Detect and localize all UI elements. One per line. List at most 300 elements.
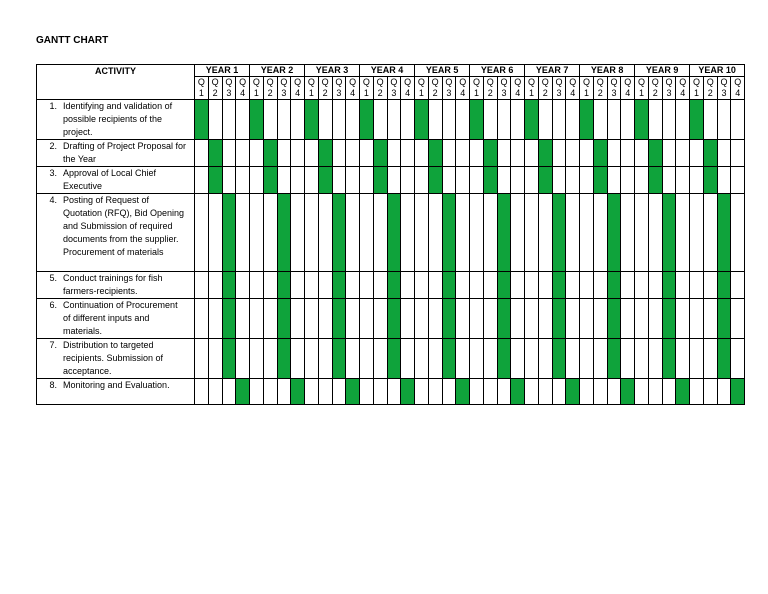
- quarter-prefix: Q: [239, 77, 247, 87]
- gantt-cell: [690, 339, 704, 379]
- gantt-cell: [195, 167, 209, 194]
- gantt-cell: [195, 194, 209, 272]
- gantt-bar: [208, 140, 222, 167]
- gantt-cell: [676, 140, 690, 167]
- activity-row: [37, 194, 745, 272]
- gantt-bar: [717, 194, 731, 272]
- gantt-cell: [580, 167, 594, 194]
- gantt-cell: [580, 140, 594, 167]
- quarter-header: [621, 77, 635, 100]
- quarter-prefix: Q: [514, 77, 522, 87]
- gantt-cell: [263, 299, 277, 339]
- gantt-cell: [387, 100, 401, 140]
- gantt-cell: [318, 339, 332, 379]
- gantt-cell: [373, 272, 387, 299]
- gantt-cell: [208, 272, 222, 299]
- gantt-bar: [497, 194, 511, 272]
- gantt-bar: [428, 167, 442, 194]
- activity-cell: [37, 140, 195, 167]
- quarter-prefix: Q: [417, 77, 425, 87]
- quarter-header: [483, 77, 497, 100]
- gantt-cell: [511, 299, 525, 339]
- gantt-bar: [442, 194, 456, 272]
- quarter-prefix: Q: [211, 77, 219, 87]
- quarter-prefix: Q: [252, 77, 260, 87]
- gantt-cell: [318, 100, 332, 140]
- gantt-bar: [607, 272, 621, 299]
- gantt-cell: [470, 140, 484, 167]
- year-header: YEAR 5: [415, 65, 470, 77]
- gantt-bar: [222, 272, 236, 299]
- quarter-header: [566, 77, 580, 100]
- gantt-cell: [442, 100, 456, 140]
- quarter-header: [373, 77, 387, 100]
- gantt-cell: [263, 339, 277, 379]
- gantt-cell: [703, 100, 717, 140]
- gantt-cell: [497, 167, 511, 194]
- gantt-cell: [511, 100, 525, 140]
- gantt-cell: [401, 299, 415, 339]
- quarter-header: [662, 77, 676, 100]
- quarter-header: [250, 77, 264, 100]
- quarter-prefix: Q: [349, 77, 357, 87]
- gantt-cell: [511, 194, 525, 272]
- activity-number: 4.: [49, 195, 57, 205]
- quarter-number: 2: [267, 88, 273, 98]
- activity-row: [37, 339, 745, 379]
- gantt-cell: [511, 140, 525, 167]
- gantt-cell: [731, 167, 745, 194]
- gantt-cell: [621, 339, 635, 379]
- gantt-cell: [690, 167, 704, 194]
- quarter-header: [511, 77, 525, 100]
- gantt-cell: [690, 299, 704, 339]
- activity-header: ACTIVITY: [37, 65, 195, 100]
- gantt-cell: [291, 140, 305, 167]
- gantt-cell: [387, 167, 401, 194]
- gantt-cell: [731, 140, 745, 167]
- quarter-number: 4: [460, 88, 466, 98]
- gantt-cell: [401, 339, 415, 379]
- gantt-cell: [552, 379, 566, 405]
- gantt-cell: [511, 339, 525, 379]
- activity-cell: [37, 272, 195, 299]
- quarter-number: 4: [680, 88, 686, 98]
- gantt-cell: [621, 272, 635, 299]
- gantt-bar: [635, 100, 649, 140]
- gantt-cell: [360, 299, 374, 339]
- quarter-header: [497, 77, 511, 100]
- gantt-cell: [483, 100, 497, 140]
- gantt-cell: [497, 379, 511, 405]
- quarter-number: 3: [226, 88, 232, 98]
- gantt-cell: [566, 272, 580, 299]
- quarter-header: [387, 77, 401, 100]
- quarter-prefix: Q: [693, 77, 701, 87]
- gantt-cell: [703, 299, 717, 339]
- quarter-number: 3: [611, 88, 617, 98]
- gantt-cell: [305, 194, 319, 272]
- gantt-cell: [552, 100, 566, 140]
- gantt-bar: [731, 379, 745, 405]
- gantt-cell: [360, 140, 374, 167]
- gantt-cell: [483, 272, 497, 299]
- gantt-cell: [250, 272, 264, 299]
- gantt-bar: [552, 299, 566, 339]
- gantt-cell: [236, 167, 250, 194]
- quarter-prefix: Q: [596, 77, 604, 87]
- gantt-bar: [222, 194, 236, 272]
- gantt-bar: [717, 299, 731, 339]
- gantt-cell: [428, 299, 442, 339]
- gantt-bar: [263, 140, 277, 167]
- gantt-cell: [470, 299, 484, 339]
- gantt-cell: [648, 194, 662, 272]
- quarter-header: [291, 77, 305, 100]
- gantt-cell: [456, 339, 470, 379]
- gantt-bar: [401, 379, 415, 405]
- quarter-header: [635, 77, 649, 100]
- gantt-bar: [648, 140, 662, 167]
- quarter-header: [525, 77, 539, 100]
- gantt-bar: [566, 379, 580, 405]
- gantt-cell: [470, 379, 484, 405]
- gantt-cell: [360, 167, 374, 194]
- quarter-header: [415, 77, 429, 100]
- gantt-bar: [373, 140, 387, 167]
- gantt-cell: [305, 272, 319, 299]
- gantt-cell: [195, 299, 209, 339]
- gantt-cell: [346, 100, 360, 140]
- quarter-number: 4: [570, 88, 576, 98]
- gantt-cell: [538, 339, 552, 379]
- gantt-cell: [442, 167, 456, 194]
- gantt-cell: [305, 167, 319, 194]
- gantt-bar: [483, 140, 497, 167]
- gantt-bar: [717, 339, 731, 379]
- gantt-bar: [236, 379, 250, 405]
- year-header-row: [37, 65, 745, 77]
- gantt-cell: [497, 140, 511, 167]
- gantt-bar: [470, 100, 484, 140]
- gantt-cell: [373, 379, 387, 405]
- gantt-bar: [442, 299, 456, 339]
- gantt-cell: [346, 194, 360, 272]
- year-header: YEAR 4: [360, 65, 415, 77]
- gantt-bar: [277, 339, 291, 379]
- gantt-cell: [690, 272, 704, 299]
- gantt-cell: [387, 379, 401, 405]
- gantt-cell: [635, 339, 649, 379]
- gantt-cell: [195, 339, 209, 379]
- quarter-header: [401, 77, 415, 100]
- gantt-cell: [195, 140, 209, 167]
- gantt-bar: [442, 272, 456, 299]
- year-header: YEAR 8: [580, 65, 635, 77]
- gantt-bar: [676, 379, 690, 405]
- gantt-cell: [635, 272, 649, 299]
- quarter-prefix: Q: [294, 77, 302, 87]
- quarter-prefix: Q: [541, 77, 549, 87]
- gantt-cell: [332, 167, 346, 194]
- activity-number: 7.: [49, 340, 57, 350]
- gantt-cell: [250, 379, 264, 405]
- gantt-bar: [346, 379, 360, 405]
- quarter-prefix: Q: [555, 77, 563, 87]
- gantt-cell: [662, 379, 676, 405]
- gantt-cell: [332, 379, 346, 405]
- gantt-cell: [690, 379, 704, 405]
- gantt-bar: [305, 100, 319, 140]
- gantt-cell: [387, 140, 401, 167]
- gantt-bar: [442, 339, 456, 379]
- activity-row: [37, 167, 745, 194]
- gantt-cell: [703, 379, 717, 405]
- gantt-bar: [208, 167, 222, 194]
- gantt-bar: [222, 339, 236, 379]
- gantt-cell: [593, 272, 607, 299]
- gantt-cell: [291, 272, 305, 299]
- gantt-cell: [346, 272, 360, 299]
- quarter-prefix: Q: [280, 77, 288, 87]
- gantt-cell: [580, 194, 594, 272]
- gantt-cell: [593, 339, 607, 379]
- gantt-cell: [690, 194, 704, 272]
- activity-number: 2.: [49, 141, 57, 151]
- gantt-cell: [525, 140, 539, 167]
- quarter-prefix: Q: [362, 77, 370, 87]
- gantt-cell: [703, 194, 717, 272]
- quarter-header: [305, 77, 319, 100]
- gantt-cell: [566, 194, 580, 272]
- gantt-bar: [717, 272, 731, 299]
- activity-text: Monitoring and Evaluation.: [63, 380, 170, 390]
- quarter-number: 4: [350, 88, 356, 98]
- gantt-cell: [373, 339, 387, 379]
- gantt-cell: [538, 100, 552, 140]
- gantt-cell: [222, 379, 236, 405]
- quarter-prefix: Q: [624, 77, 632, 87]
- gantt-bar: [332, 299, 346, 339]
- gantt-bar: [703, 167, 717, 194]
- gantt-cell: [291, 100, 305, 140]
- gantt-bar: [373, 167, 387, 194]
- quarter-prefix: Q: [472, 77, 480, 87]
- gantt-cell: [415, 140, 429, 167]
- quarter-header: [277, 77, 291, 100]
- quarter-header: [648, 77, 662, 100]
- quarter-header: [676, 77, 690, 100]
- gantt-cell: [483, 339, 497, 379]
- quarter-number: 1: [418, 88, 424, 98]
- quarter-number: 1: [473, 88, 479, 98]
- gantt-bar: [621, 379, 635, 405]
- gantt-cell: [360, 379, 374, 405]
- gantt-cell: [195, 272, 209, 299]
- gantt-cell: [593, 379, 607, 405]
- gantt-cell: [731, 194, 745, 272]
- activity-row: [37, 299, 745, 339]
- quarter-number: 1: [694, 88, 700, 98]
- gantt-cell: [483, 299, 497, 339]
- gantt-cell: [566, 167, 580, 194]
- quarter-header: [717, 77, 731, 100]
- gantt-cell: [676, 339, 690, 379]
- gantt-cell: [635, 140, 649, 167]
- quarter-number: 3: [336, 88, 342, 98]
- quarter-prefix: Q: [335, 77, 343, 87]
- gantt-cell: [222, 100, 236, 140]
- gantt-cell: [580, 379, 594, 405]
- gantt-bar: [607, 299, 621, 339]
- gantt-cell: [250, 339, 264, 379]
- quarter-prefix: Q: [459, 77, 467, 87]
- gantt-cell: [690, 140, 704, 167]
- gantt-bar: [703, 140, 717, 167]
- gantt-cell: [305, 299, 319, 339]
- year-header: YEAR 6: [470, 65, 525, 77]
- gantt-cell: [401, 140, 415, 167]
- gantt-cell: [415, 299, 429, 339]
- gantt-bar: [662, 299, 676, 339]
- document-title: GANTT CHART: [36, 35, 109, 46]
- gantt-cell: [318, 299, 332, 339]
- gantt-cell: [580, 272, 594, 299]
- gantt-cell: [497, 100, 511, 140]
- gantt-cell: [717, 100, 731, 140]
- gantt-cell: [236, 194, 250, 272]
- gantt-bar: [456, 379, 470, 405]
- gantt-bar: [662, 339, 676, 379]
- quarter-prefix: Q: [431, 77, 439, 87]
- activity-text: Distribution to targeted recipients. Submission of acceptance.: [63, 340, 164, 376]
- gantt-bar: [332, 272, 346, 299]
- gantt-cell: [291, 167, 305, 194]
- gantt-bar: [593, 167, 607, 194]
- quarter-number: 2: [652, 88, 658, 98]
- gantt-bar: [277, 299, 291, 339]
- gantt-cell: [250, 194, 264, 272]
- gantt-bar: [552, 272, 566, 299]
- gantt-cell: [263, 272, 277, 299]
- activity-number: 8.: [49, 380, 57, 390]
- quarter-number: 4: [240, 88, 246, 98]
- quarter-prefix: Q: [404, 77, 412, 87]
- activity-number: 5.: [49, 273, 57, 283]
- quarter-header: [552, 77, 566, 100]
- year-header: YEAR 1: [195, 65, 250, 77]
- gantt-cell: [566, 140, 580, 167]
- quarter-number: 3: [446, 88, 452, 98]
- gantt-cell: [401, 272, 415, 299]
- gantt-cell: [717, 167, 731, 194]
- gantt-cell: [236, 100, 250, 140]
- quarter-prefix: Q: [225, 77, 233, 87]
- gantt-cell: [373, 194, 387, 272]
- gantt-cell: [277, 140, 291, 167]
- gantt-bar: [483, 167, 497, 194]
- year-header: YEAR 10: [690, 65, 745, 77]
- gantt-table: [36, 64, 745, 405]
- quarter-number: 2: [212, 88, 218, 98]
- gantt-cell: [277, 100, 291, 140]
- quarter-prefix: Q: [197, 77, 205, 87]
- gantt-cell: [291, 339, 305, 379]
- gantt-bar: [318, 167, 332, 194]
- activity-text: Conduct trainings for fish farmers-recipients.: [63, 273, 163, 296]
- quarter-header: [593, 77, 607, 100]
- gantt-cell: [346, 339, 360, 379]
- activity-cell: [37, 167, 195, 194]
- quarter-number: 4: [735, 88, 741, 98]
- gantt-cell: [263, 379, 277, 405]
- gantt-cell: [648, 272, 662, 299]
- gantt-bar: [497, 339, 511, 379]
- gantt-cell: [593, 194, 607, 272]
- gantt-cell: [305, 140, 319, 167]
- gantt-cell: [593, 100, 607, 140]
- quarter-header: [428, 77, 442, 100]
- quarter-prefix: Q: [706, 77, 714, 87]
- quarter-prefix: Q: [637, 77, 645, 87]
- gantt-cell: [580, 299, 594, 339]
- quarter-number: 1: [198, 88, 204, 98]
- gantt-cell: [511, 272, 525, 299]
- gantt-cell: [470, 194, 484, 272]
- year-header: YEAR 2: [250, 65, 305, 77]
- quarter-number: 2: [432, 88, 438, 98]
- gantt-cell: [580, 339, 594, 379]
- gantt-cell: [731, 299, 745, 339]
- quarter-number: 1: [308, 88, 314, 98]
- activity-cell: [37, 100, 195, 140]
- gantt-cell: [428, 194, 442, 272]
- gantt-bar: [277, 272, 291, 299]
- gantt-bar: [428, 140, 442, 167]
- gantt-bar: [593, 140, 607, 167]
- gantt-cell: [373, 100, 387, 140]
- quarter-prefix: Q: [720, 77, 728, 87]
- gantt-cell: [332, 100, 346, 140]
- quarter-header: [690, 77, 704, 100]
- quarter-header: [208, 77, 222, 100]
- gantt-cell: [236, 140, 250, 167]
- gantt-cell: [415, 194, 429, 272]
- gantt-cell: [346, 167, 360, 194]
- gantt-cell: [703, 272, 717, 299]
- gantt-cell: [318, 379, 332, 405]
- gantt-cell: [318, 194, 332, 272]
- quarter-number: 3: [666, 88, 672, 98]
- quarter-header: [607, 77, 621, 100]
- quarter-number: 2: [487, 88, 493, 98]
- quarter-header: [318, 77, 332, 100]
- quarter-prefix: Q: [376, 77, 384, 87]
- gantt-cell: [538, 299, 552, 339]
- activity-text: Approval of Local Chief Executive: [63, 168, 157, 191]
- gantt-cell: [538, 272, 552, 299]
- quarter-header: [263, 77, 277, 100]
- gantt-cell: [621, 194, 635, 272]
- gantt-cell: [483, 194, 497, 272]
- gantt-cell: [250, 299, 264, 339]
- gantt-cell: [222, 140, 236, 167]
- activity-cell: [37, 379, 195, 405]
- activity-text: Continuation of Procurement of different inputs and materials.: [63, 300, 178, 336]
- quarter-prefix: Q: [486, 77, 494, 87]
- gantt-bar: [387, 339, 401, 379]
- activity-row: [37, 100, 745, 140]
